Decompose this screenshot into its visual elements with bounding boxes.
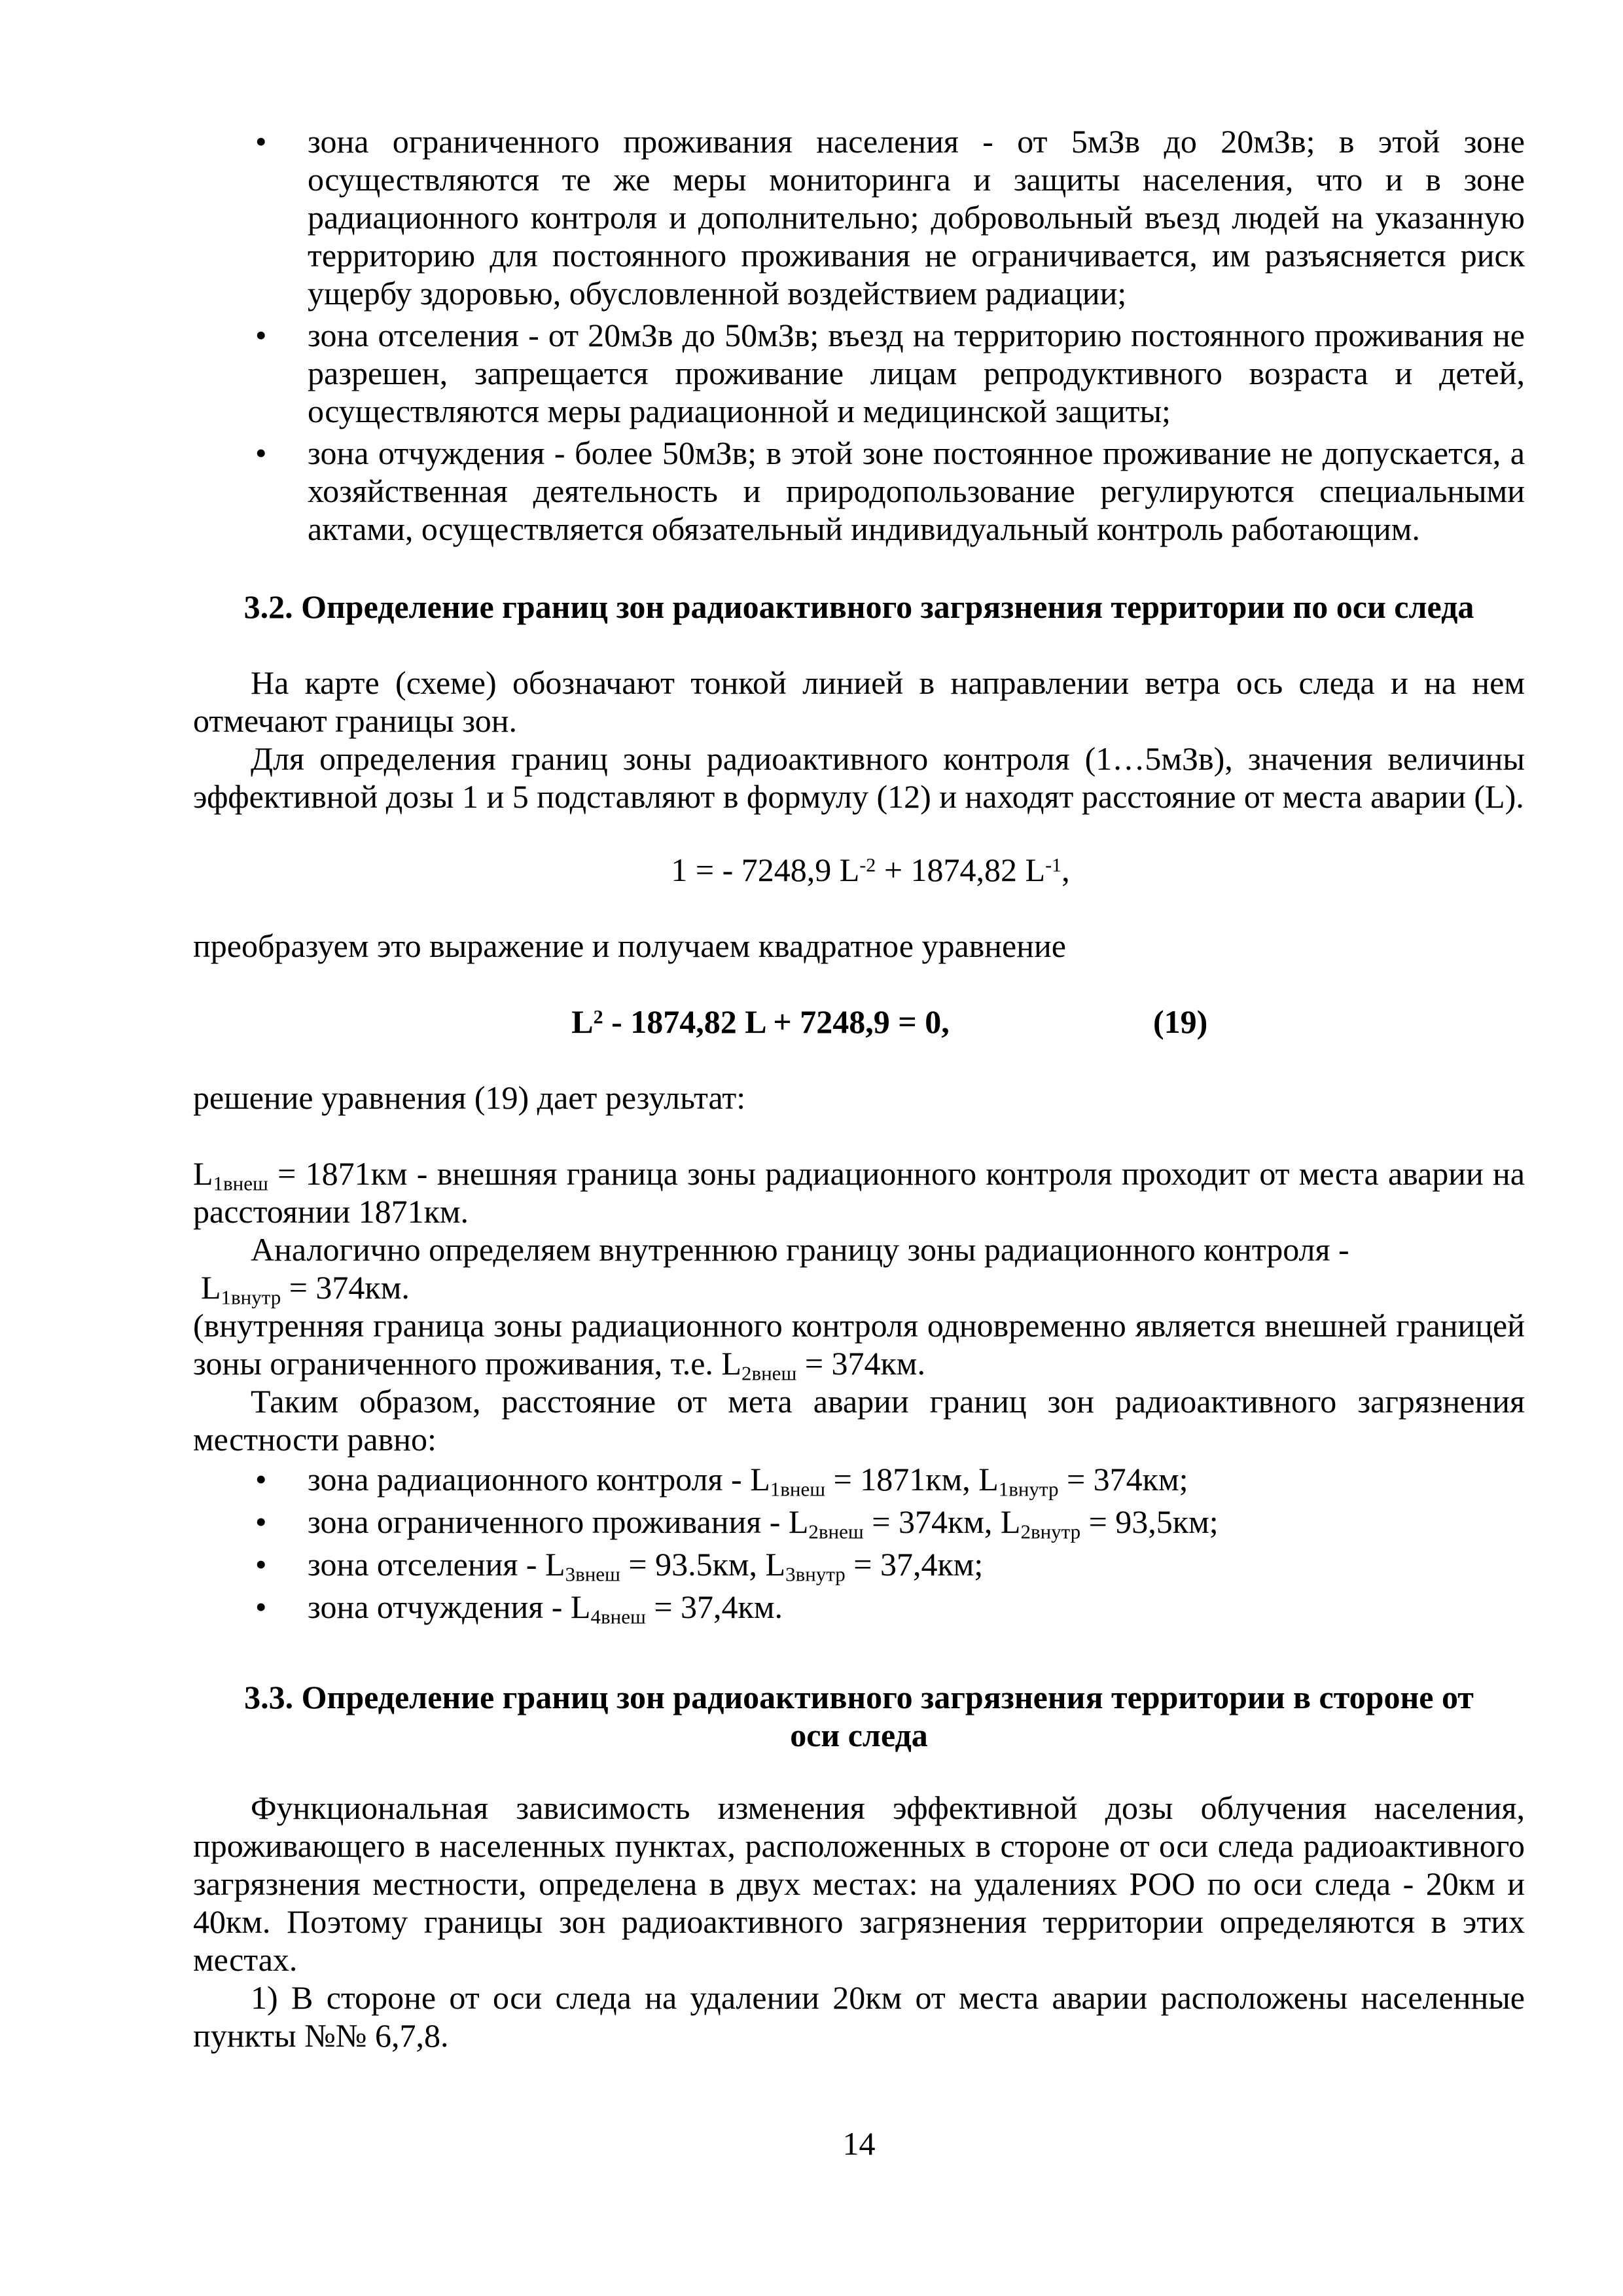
list-item-text: зона отчуждения - более 50мЗв; в этой зоне постоянное проживание не допускается, а хозяйственная деятельность и природопользование регулируются специальными актами, осуществляется обязательный индивидуальный контроль работающим. bbox=[308, 435, 1525, 547]
list-item bbox=[193, 1543, 1525, 1586]
section-32-heading: 3.2. Определение границ зон радиоактивного загрязнения территории по оси следа bbox=[243, 588, 1474, 625]
list-item bbox=[193, 1501, 1525, 1543]
paragraph: (внутренняя граница зоны радиационного контроля одновременно является внешней границей зоны ограниченного проживания, т.е. $L_{2внеш} = 374км$. bbox=[193, 1307, 1525, 1385]
paragraph: $L_{1внутр} = 374км$. bbox=[201, 1269, 410, 1309]
bullet-icon: • bbox=[255, 1546, 267, 1583]
list-item bbox=[193, 434, 1525, 548]
paragraph: Функциональная зависимость изменения эффективной дозы облучения населения, проживающего в населенных пунктах, расположенных в стороне от оси следа радиоактивного загрязнения местности, определена в двух местах: на удалениях РОО по оси следа - 20км и 40км. Поэтому границы зон радиоактивного загрязнения территории определяются в этих местах. bbox=[193, 1789, 1525, 1978]
zone-bullet-list bbox=[193, 1458, 1525, 1628]
list-item-text: зона ограниченного проживания - $L_{2внеш} = 374км$, $L_{2внутр} = 93,5км$; bbox=[308, 1503, 1219, 1543]
paragraph: 1) В стороне от оси следа на удалении 20км от места аварии расположены населенные пункты №№ 6,7,8. bbox=[193, 1979, 1525, 2054]
paragraph: Для определения границ зоны радиоактивного контроля (1…5мЗв), значения величины эффективной дозы 1 и 5 подставляют в формулу (12) и находят расстояние от места аварии (L). bbox=[193, 740, 1525, 815]
equation-text: 1 = - 7248,9 $L^{-2} + 1874,82$ $L^{-1}$, bbox=[671, 852, 1070, 888]
list-item bbox=[193, 122, 1525, 312]
list-item bbox=[193, 1586, 1525, 1628]
paragraph: Аналогично определяем внутреннюю границу зоны радиационного контроля - bbox=[251, 1231, 1349, 1268]
equation-12-substituted bbox=[193, 851, 1525, 889]
bullet-icon: • bbox=[255, 317, 267, 353]
equation-19 bbox=[193, 1003, 1525, 1041]
list-item-text: зона отчуждения - $L_{4внеш} = 37,4км$. bbox=[308, 1588, 783, 1628]
section-33-heading bbox=[193, 1678, 1525, 1754]
equation-text: $L^2 - 1874,82$ L + 7248,9 = 0, bbox=[571, 1003, 950, 1040]
bullet-icon: • bbox=[255, 1503, 267, 1540]
equation-number: (19) bbox=[1153, 1003, 1208, 1040]
bullet-icon: • bbox=[255, 1461, 267, 1498]
intro-bullet-list bbox=[193, 122, 1525, 548]
paragraph: На карте (схеме) обозначают тонкой линией в направлении ветра ось следа и на нем отмечают границы зон. bbox=[193, 664, 1525, 739]
page-number: 14 bbox=[842, 2125, 876, 2162]
heading-line: 3.3. Определение границ зон радиоактивного загрязнения территории в стороне от bbox=[244, 1679, 1474, 1715]
page-content bbox=[193, 122, 1525, 2162]
paragraph: $L_{1внеш} = 1871км$ - внешняя граница зоны радиационного контроля проходит от места аварии на расстоянии 1871км. bbox=[193, 1155, 1525, 1230]
list-item bbox=[193, 316, 1525, 430]
list-item-text: зона отселения - от 20мЗв до 50мЗв; въезд на территорию постоянного проживания не разрешен, запрещается проживание лицам репродуктивного возраста и детей, осуществляются меры радиационной и медицинской защиты; bbox=[308, 317, 1525, 429]
list-item bbox=[193, 1458, 1525, 1501]
list-item-text: зона радиационного контроля - $L_{1внеш} = 1871км$, $L_{1внутр} = 374км$; bbox=[308, 1461, 1188, 1501]
bullet-icon: • bbox=[255, 435, 267, 471]
paragraph: преобразуем это выражение и получаем квадратное уравнение bbox=[193, 927, 1066, 964]
bullet-icon: • bbox=[255, 1588, 267, 1625]
list-item-text: зона ограниченного проживания населения - от 5мЗв до 20мЗв; в этой зоне осуществляются те же меры мониторинга и защиты населения, что и в зоне радиационного контроля и дополнительно; добровольный въезд людей на указанную территорию для постоянного проживания не ограничивается, им разъясняется риск ущербу здоровью, обусловленной воздействием радиации; bbox=[308, 123, 1525, 312]
paragraph: решение уравнения (19) дает результат: bbox=[193, 1079, 746, 1116]
bullet-icon: • bbox=[255, 123, 267, 160]
heading-line: оси следа bbox=[790, 1717, 928, 1753]
paragraph: Таким образом, расстояние от мета аварии границ зон радиоактивного загрязнения местности равно: bbox=[193, 1383, 1525, 1458]
list-item-text: зона отселения - $L_{3внеш} = 93.5км$, $L_{3внутр} = 37,4км$; bbox=[308, 1546, 984, 1586]
